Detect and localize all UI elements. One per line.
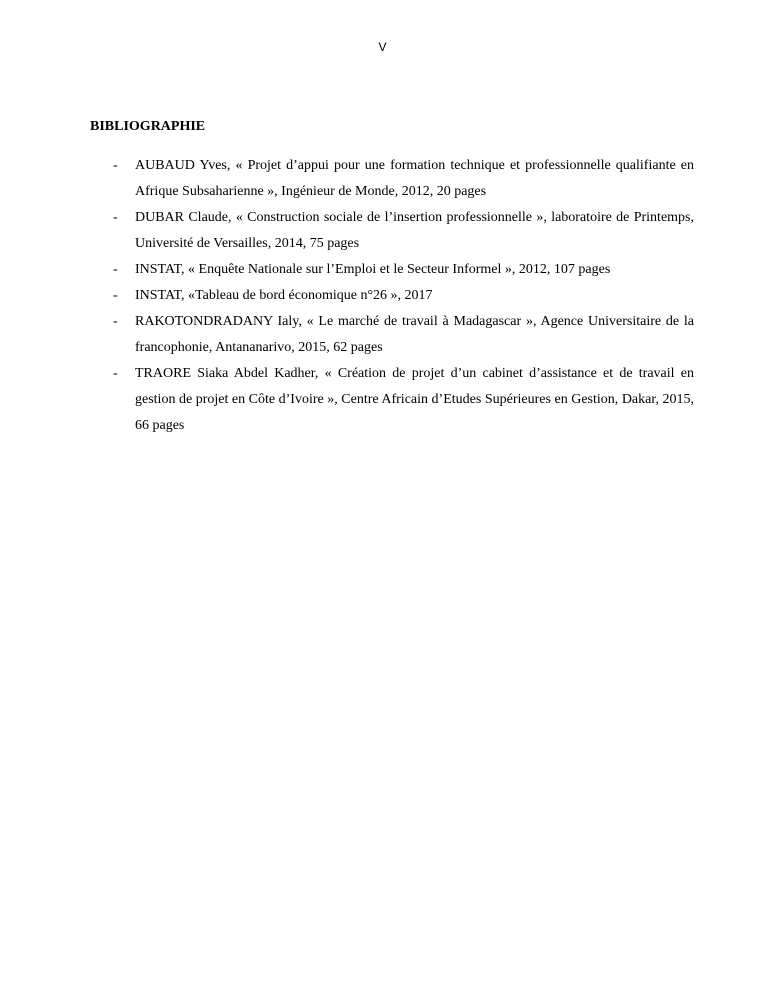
page-number: V — [378, 40, 387, 54]
bibliography-entry — [90, 283, 694, 309]
bibliography-heading: BIBLIOGRAPHIE — [90, 119, 206, 134]
entry-text: TRAORE Siaka Abdel Kadher, « Création de projet d’un cabinet d’assistance et de travail en gestion de projet en Côte d’Ivoire », Centre Africain d’Etudes Supérieures en Gestion, Dakar, 2015, 66 pages — [135, 366, 694, 433]
bibliography-entry — [90, 205, 694, 257]
entry-text: RAKOTONDRADANY Ialy, « Le marché de travail à Madagascar », Agence Universitaire de la francophonie, Antananarivo, 2015, 62 pages — [135, 314, 694, 355]
bibliography-list — [90, 153, 694, 439]
entry-text: INSTAT, «Tableau de bord économique n°26 », 2017 — [135, 288, 433, 303]
list-bullet: - — [113, 314, 118, 329]
list-bullet: - — [113, 366, 118, 381]
list-bullet: - — [113, 262, 118, 277]
list-bullet: - — [113, 158, 118, 173]
list-bullet: - — [113, 288, 118, 303]
entry-text: INSTAT, « Enquête Nationale sur l’Emploi et le Secteur Informel », 2012, 107 pages — [135, 262, 611, 277]
entry-text: AUBAUD Yves, « Projet d’appui pour une formation technique et professionnelle qualifiante en Afrique Subsaharienne », Ingénieur de Monde, 2012, 20 pages — [135, 158, 694, 199]
bibliography-entry — [90, 361, 694, 439]
list-bullet: - — [113, 210, 118, 225]
entry-text: DUBAR Claude, « Construction sociale de l’insertion professionnelle », laboratoire de Printemps, Université de Versailles, 2014, 75 pages — [135, 210, 694, 251]
bibliography-entry — [90, 309, 694, 361]
bibliography-entry — [90, 257, 694, 283]
bibliography-entry — [90, 153, 694, 205]
